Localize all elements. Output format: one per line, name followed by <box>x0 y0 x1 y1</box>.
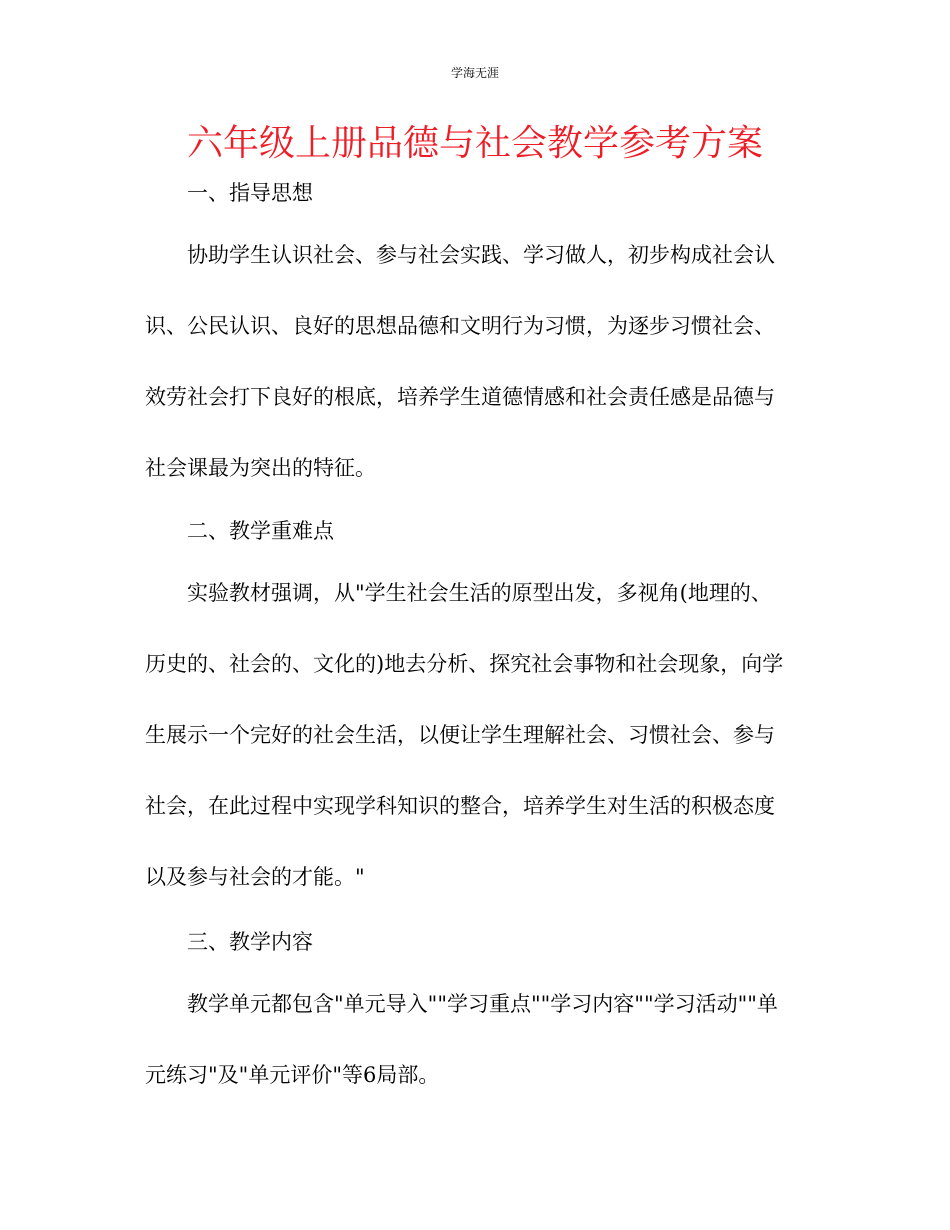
paragraph-line: 效劳社会打下良好的根底，培养学生道德情感和社会责任感是品德与 <box>145 385 775 409</box>
paragraph-line: 以及参与社会的才能。" <box>145 865 365 889</box>
document-title: 六年级上册品德与社会教学参考方案 <box>186 123 763 164</box>
paragraph-line: 教学单元都包含"单元导入""学习重点""学习内容""学习活动""单 <box>187 992 778 1016</box>
paragraph-line: 社会课最为突出的特征。 <box>145 456 376 480</box>
section-heading: 二、教学重难点 <box>187 519 334 543</box>
paragraph-line: 识、公民认识、良好的思想品德和文明行为习惯，为逐步习惯社会、 <box>145 314 775 338</box>
paragraph-line: 元练习"及"单元评价"等6局部。 <box>145 1063 440 1087</box>
section-heading: 一、指导思想 <box>187 181 313 205</box>
section-heading: 三、教学内容 <box>187 930 313 954</box>
page-header: 学海无涯 <box>450 66 499 80</box>
paragraph-line: 历史的、社会的、文化的)地去分析、探究社会事物和社会现象，向学 <box>145 652 784 676</box>
paragraph-line: 实验教材强调，从"学生社会生活的原型出发，多视角(地理的、 <box>187 581 772 605</box>
paragraph-line: 生展示一个完好的社会生活，以便让学生理解社会、习惯社会、参与 <box>145 723 775 747</box>
paragraph-line: 协助学生认识社会、参与社会实践、学习做人，初步构成社会认 <box>187 243 775 267</box>
paragraph-line: 社会，在此过程中实现学科知识的整合，培养学生对生活的积极态度 <box>145 794 775 818</box>
